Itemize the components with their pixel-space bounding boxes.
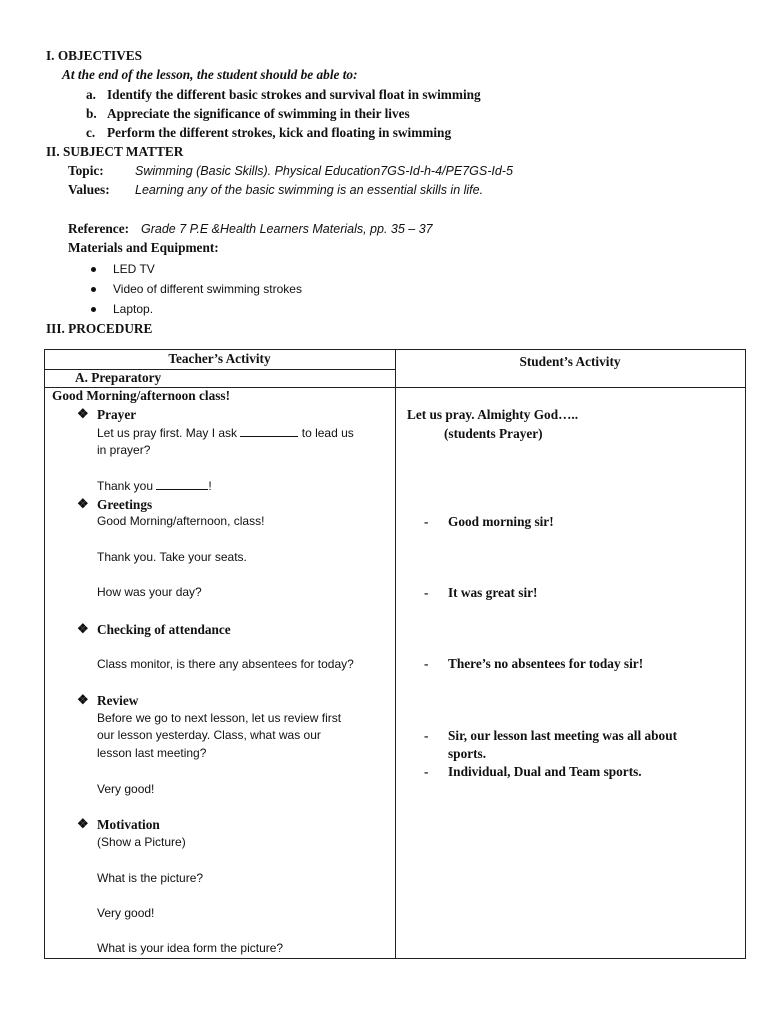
dash: -: [424, 585, 429, 600]
subject-matter-heading: II. SUBJECT MATTER: [46, 144, 184, 159]
prayer-thanks-end: !: [208, 479, 212, 493]
motivation-line-1: (Show a Picture): [97, 835, 186, 849]
opening-greeting: Good Morning/afternoon class!: [52, 388, 231, 403]
objective-b-text: Appreciate the significance of swimming in their lives: [107, 106, 410, 121]
materials-label: Materials and Equipment:: [68, 240, 219, 255]
motivation-line-2: What is the picture?: [97, 871, 204, 885]
attendance-title: Checking of attendance: [97, 622, 231, 637]
teacher-activity-header: Teacher’s Activity: [168, 351, 271, 366]
prayer-thanks-text: Thank you: [97, 479, 154, 493]
motivation-line-3: Very good!: [97, 906, 155, 920]
material-item: LED TV: [113, 262, 155, 276]
bullet-icon: [91, 307, 96, 312]
student-activity-header: Student’s Activity: [519, 354, 621, 369]
table-border-right: [745, 349, 746, 959]
diamond-bullet-icon: ❖: [77, 496, 89, 511]
bullet-icon: [91, 267, 96, 272]
topic-label: Topic:: [68, 163, 104, 178]
student-review-reply-1a: Sir, our lesson last meeting was all about: [448, 728, 678, 743]
diamond-bullet-icon: ❖: [77, 621, 89, 636]
material-item: Laptop.: [113, 302, 154, 316]
diamond-bullet-icon: ❖: [77, 692, 89, 707]
dash: -: [424, 764, 429, 779]
student-day-reply: It was great sir!: [448, 585, 538, 600]
material-item: Video of different swimming strokes: [113, 282, 302, 296]
greetings-line-1: Good Morning/afternoon, class!: [97, 514, 265, 528]
prayer-thanks: [97, 479, 212, 493]
student-prayer-2: (students Prayer): [444, 426, 543, 441]
greetings-line-3: How was your day?: [97, 585, 202, 599]
student-greeting-reply: Good morning sir!: [448, 514, 554, 529]
dash: -: [424, 514, 429, 529]
review-line-1: Before we go to next lesson, let us review first: [97, 711, 342, 725]
student-review-reply-2: Individual, Dual and Team sports.: [448, 764, 642, 779]
table-column-divider: [395, 349, 396, 959]
blank-line: [240, 436, 298, 437]
values-value: Learning any of the basic swimming is an essential skills in life.: [135, 183, 484, 197]
student-review-reply-1b: sports.: [448, 746, 487, 761]
review-line-4: Very good!: [97, 782, 155, 796]
review-line-3: lesson last meeting?: [97, 746, 207, 760]
student-attendance-reply: There’s no absentees for today sir!: [448, 656, 644, 671]
objective-b-letter: b.: [86, 106, 97, 121]
table-border-left: [44, 349, 45, 959]
prayer-line-end: to lead us: [301, 426, 354, 440]
motivation-line-4: What is your idea form the picture?: [97, 941, 284, 955]
review-line-2: our lesson yesterday. Class, what was our: [97, 728, 321, 742]
attendance-line: Class monitor, is there any absentees for today?: [97, 657, 354, 671]
greetings-title: Greetings: [97, 497, 153, 512]
diamond-bullet-icon: ❖: [77, 816, 89, 831]
objectives-heading: I. OBJECTIVES: [46, 48, 143, 63]
objective-a-letter: a.: [86, 87, 96, 102]
objective-c-text: Perform the different strokes, kick and floating in swimming: [107, 125, 452, 140]
reference-label: Reference:: [68, 221, 130, 236]
objective-a-text: Identify the different basic strokes and survival float in swimming: [107, 87, 481, 102]
student-prayer-1: Let us pray. Almighty God…..: [407, 407, 579, 422]
reference-value: Grade 7 P.E &Health Learners Materials, pp. 35 – 37: [141, 222, 433, 236]
objectives-intro: At the end of the lesson, the student should be able to:: [62, 67, 358, 82]
topic-value: Swimming (Basic Skills). Physical Education7GS-Id-h-4/PE7GS-Id-5: [135, 164, 513, 178]
preparatory-label: A. Preparatory: [75, 370, 162, 385]
prayer-line-start: Let us pray first. May I ask: [97, 426, 238, 440]
values-label: Values:: [68, 182, 110, 197]
review-title: Review: [97, 693, 139, 708]
bullet-icon: [91, 287, 96, 292]
objective-c-letter: c.: [86, 125, 96, 140]
greetings-line-2: Thank you. Take your seats.: [97, 550, 247, 564]
diamond-bullet-icon: ❖: [77, 406, 89, 421]
blank-line: [156, 489, 208, 490]
procedure-heading: III. PROCEDURE: [46, 321, 153, 336]
prayer-title: Prayer: [97, 407, 137, 422]
motivation-title: Motivation: [97, 817, 160, 832]
dash: -: [424, 656, 429, 671]
prayer-line: [97, 426, 354, 440]
prayer-line-2: in prayer?: [97, 443, 151, 457]
dash: -: [424, 728, 429, 743]
